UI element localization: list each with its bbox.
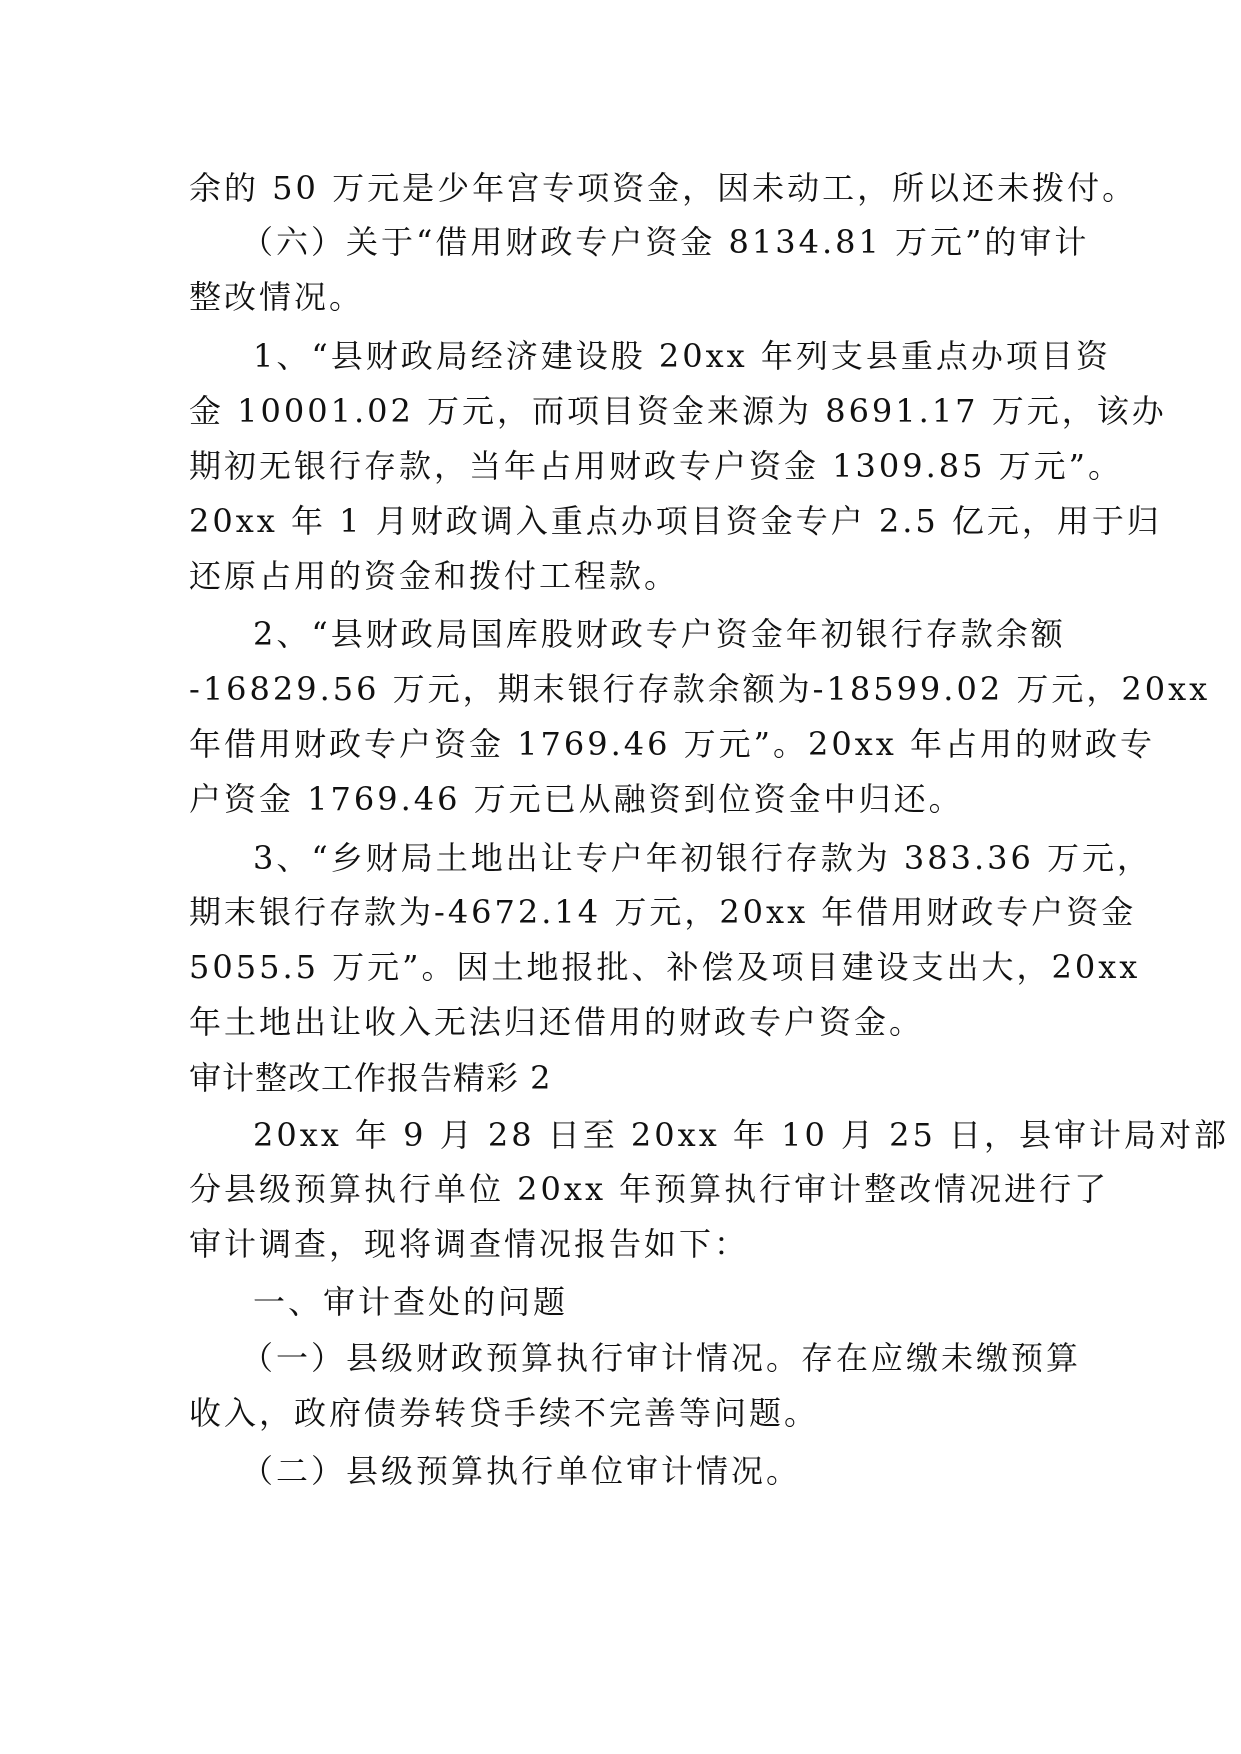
text-line: 还原占用的资金和拨付工程款。	[189, 557, 680, 595]
text-line: 20xx 年 1 月财政调入重点办项目资金专户 2.5 亿元，用于归	[189, 502, 1162, 540]
text-line: -16829.56 万元，期末银行存款余额为-18599.02 万元，20xx	[189, 670, 1211, 708]
text-line: 金 10001.02 万元，而项目资金来源为 8691.17 万元，该办	[189, 392, 1167, 430]
section-heading-6: （六）关于“借用财政专户资金 8134.81 万元”的审计	[241, 223, 1090, 261]
text-line: 20xx 年 9 月 28 日至 20xx 年 10 月 25 日，县审计局对部	[253, 1116, 1230, 1154]
list-item-2: 2、“县财政局国库股财政专户资金年初银行存款余额	[253, 615, 1066, 653]
subsection-heading-2: （二）县级预算执行单位审计情况。	[241, 1452, 802, 1490]
text-line: 期末银行存款为-4672.14 万元，20xx 年借用财政专户资金	[189, 893, 1137, 931]
article-title: 审计整改工作报告精彩 2	[189, 1059, 552, 1097]
text-line: 年借用财政专户资金 1769.46 万元”。20xx 年占用的财政专	[189, 725, 1156, 763]
section-heading-1: 一、审计查处的问题	[253, 1283, 569, 1321]
text-line: 年土地出让收入无法归还借用的财政专户资金。	[189, 1003, 925, 1041]
text-line: 整改情况。	[189, 278, 365, 316]
text-line: 审计调查，现将调查情况报告如下：	[189, 1225, 750, 1263]
list-item-3: 3、“乡财局土地出让专户年初银行存款为 383.36 万元，	[253, 839, 1153, 877]
text-line: 余的 50 万元是少年宫专项资金，因未动工，所以还未拨付。	[189, 169, 1138, 207]
subsection-heading-1: （一）县级财政预算执行审计情况。存在应缴未缴预算	[241, 1339, 1082, 1377]
list-item-1: 1、“县财政局经济建设股 20xx 年列支县重点办项目资	[253, 337, 1111, 375]
text-line: 分县级预算执行单位 20xx 年预算执行审计整改情况进行了	[189, 1170, 1110, 1208]
text-line: 5055.5 万元”。因土地报批、补偿及项目建设支出大，20xx	[189, 948, 1141, 986]
text-line: 期初无银行存款，当年占用财政专户资金 1309.85 万元”。	[189, 447, 1124, 485]
text-line: 收入，政府债券转贷手续不完善等问题。	[189, 1394, 820, 1432]
text-line: 户资金 1769.46 万元已从融资到位资金中归还。	[189, 780, 964, 818]
